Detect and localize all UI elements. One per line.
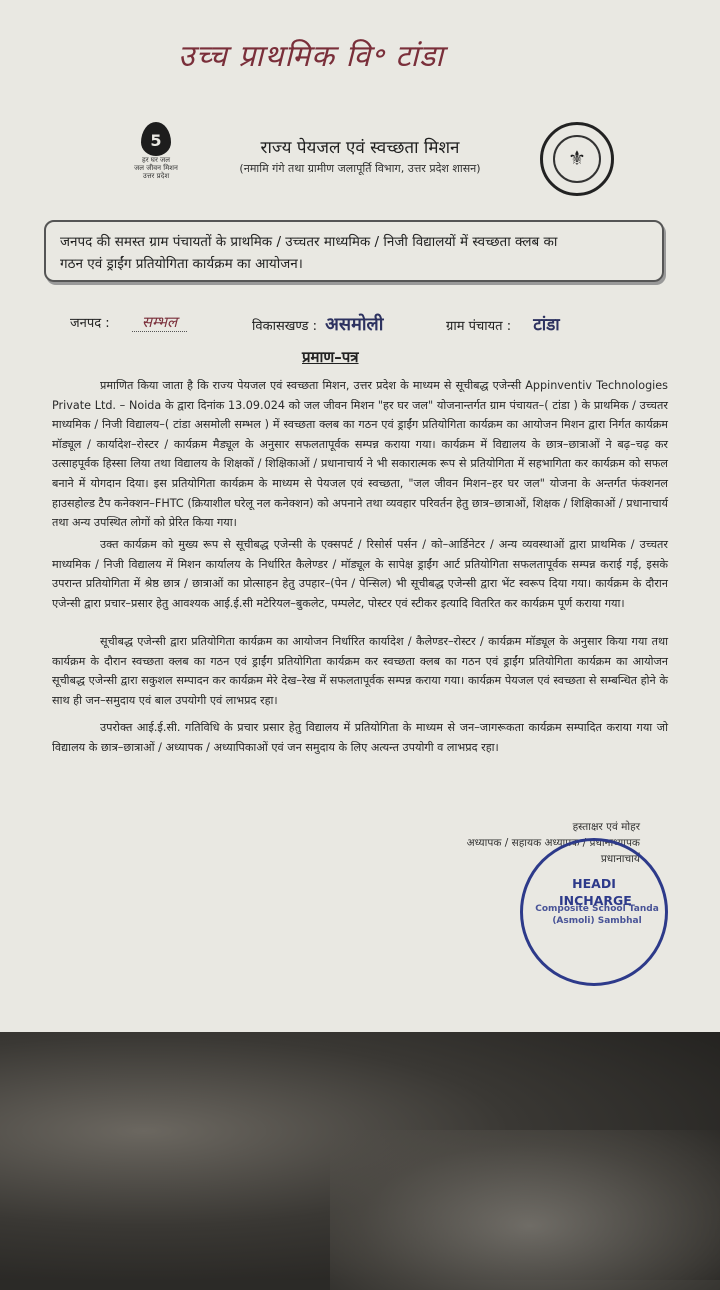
stamp-rim-text: Composite School Tanda (Asmoli) Sambhal xyxy=(535,904,659,926)
up-government-seal xyxy=(540,122,614,196)
background-cloth-highlight xyxy=(330,1130,720,1290)
water-drop-icon: 5 xyxy=(141,122,171,156)
signature-principal: प्रधानाचार्य xyxy=(600,853,640,865)
stamp-center-text: HEADI INCHARGE xyxy=(559,876,632,908)
banner-line-1: जनपद की समस्त ग्राम पंचायतों के प्राथमिक / उच्चतर माध्यमिक / निजी विद्यालयों में स्वच्छता क्लब का xyxy=(60,234,558,250)
logo-caption-2: जल जीवन मिशन xyxy=(134,164,178,172)
handwritten-school-title: उच्च प्राथमिक वि॰ टांडा xyxy=(178,39,445,74)
panchayat-value: टांडा xyxy=(533,315,560,335)
org-title: राज्य पेयजल एवं स्वच्छता मिशन xyxy=(260,138,460,158)
paragraph-3: सूचीबद्ध एजेन्सी द्वारा प्रतियोगिता कार्यक्रम का आयोजन निर्धारित कार्यादेश / कैलेण्डर–रोस्टर / कार्यक्रम मॉड्यूल के अनुसार किया गया तथा कार्यक्रम के दौरान स्वच्छता क्लब का गठन एवं ड्राईंग प्रतियोगिता कार्यक्रम कर स्वच्छता क्लब का गठन एवं ड्राईंग प्रतियोगिता कार्यक्रम का आयोजन सूचीबद्ध एजेन्सी द्वारा सकुशल सम्पादन कर कार्यक्रम मेरे देख–रेख में सफलतापूर्वक सम्पन्न कराया गया। कार्यक्रम पेयजल एवं स्वच्छता से सम्बन्धित होने के साथ ही जन–समुदाय एवं बाल उपयोगी एवं लाभप्रद रहा। xyxy=(52,635,668,707)
panchayat-field xyxy=(446,312,560,335)
subject-banner xyxy=(44,220,664,282)
paragraph-4: उपरोक्त आई.ई.सी. गतिविधि के प्रचार प्रसार हेतु विद्यालय में प्रतियोगिता के माध्यम से जन–जागरूकता कार्यक्रम सम्पादित कराया गया जो विद्यालय के छात्र–छात्राओं / अध्यापक / अध्यापिकाओं एवं जन समुदाय के लिए अत्यन्त उपयोगी व लाभप्रद रहा। xyxy=(52,721,668,754)
paragraph-1: प्रमाणित किया जाता है कि राज्य पेयजल एवं स्वच्छता मिशन, उत्तर प्रदेश के माध्यम से सूचीबद्ध एजेन्सी Appinventiv Technologies Private Ltd. – Noida के द्वारा दिनांक 13.09.024 को जल जीवन मिशन "हर घर जल" योजनान्तर्गत ग्राम पंचायत–( टांडा ) के प्राथमिक / उच्चतर माध्यमिक / निजी विद्यालय–( टांडा असमोली सम्भल ) में स्वच्छता क्लब का गठन एवं ड्राईंग प्रतियोगिता कार्यक्रम का आयोजन मिशन द्वारा निर्गत कार्यक्रम मॉड्यूल / कार्यादेश–रोस्टर / कार्यक्रम मैड्यूल के अनुसार सफलतापूर्वक सम्पन्न कराया गया। कार्यक्रम में विद्यालय के छात्र–छात्राओं ने बढ़–चढ़ कर उत्साहपूर्वक हिस्सा लिया तथा विद्यालय के शिक्षकों / शिक्षिकाओं / प्रधानाचार्य ने भी सकारात्मक रूप से प्रतियोगिता में सहभागिता कर कार्यक्रम को सफल बनाने में योगदान दिया। इस प्रतियोगिता कार्यक्रम के माध्यम से पेयजल एवं स्वच्छता, "जल जीवन मिशन–हर घर जल" योजना के अन्तर्गत फंक्शनल हाउसहोल्ड टैप कनेक्शन–FHTC (क्रियाशील घरेलू नल कनेक्शन) को अपनाने तथा व्यवहार परिवर्तन हेतु छात्र–छात्राओं, शिक्षक / शिक्षिकाओं / प्रधानाचार्य तथा अन्य उपस्थित लोगों को प्रेरित किया गया। xyxy=(52,379,668,530)
block-field xyxy=(252,312,383,336)
school-stamp xyxy=(520,838,668,986)
signature-label: हस्ताक्षर एवं मोहर xyxy=(572,821,640,833)
certificate-heading: प्रमाण–पत्र xyxy=(302,348,359,366)
signature-designation: अध्यापक / सहायक अध्यापक / प्रधानाध्यापक xyxy=(466,837,640,849)
district-label: जनपद : xyxy=(70,316,110,331)
district-value: सम्भल xyxy=(132,313,187,332)
banner-line-2: गठन एवं ड्राईंग प्रतियोगिता कार्यक्रम का आयोजन। xyxy=(60,256,303,272)
org-subtitle: (नमामि गंगे तथा ग्रामीण जलापूर्ति विभाग, उत्तर प्रदेश शासन) xyxy=(239,162,481,175)
paragraph-2: उक्त कार्यक्रम को मुख्य रूप से सूचीबद्ध एजेन्सी के एक्सपर्ट / रिसोर्स पर्सन / को–आर्डिनेटर / अन्य व्यवस्थाओं द्वारा प्राथमिक / उच्चतर माध्यमिक / निजी विद्यालय में मिशन कार्यालय के निर्धारित कैलेण्डर / मॉड्यूल के सापेक्ष ड्राईंग आर्ट प्रतियोगिता सफलतापूर्वक सम्पन्न कराई गई, इसके उपरान्त प्रतियोगिता में श्रेष्ठ छात्र / छात्राओं का प्रोत्साहन हेतु उपहार–(पेन / पेन्सिल) भी सूचीबद्ध एजेन्सी द्वारा भेंट स्वरूप दिया गया। कार्यक्रम के दौरान एजेन्सी द्वारा प्रचार–प्रसार हेतु आवश्यक आई.ई.सी मटेरियल–बुकलेट, पम्पलेट, पोस्टर एवं स्टीकर इत्यादि वितरित कर कार्यक्रम पूर्ण कराया गया। xyxy=(52,538,668,610)
block-value: असमोली xyxy=(325,314,384,335)
emblem-icon: ⚜ xyxy=(553,135,601,183)
logo-caption-1: हर घर जल xyxy=(142,156,170,164)
block-label: विकासखण्ड : xyxy=(252,319,318,334)
district-field xyxy=(70,312,187,332)
logo-caption-3: उत्तर प्रदेश xyxy=(142,172,170,180)
panchayat-label: ग्राम पंचायत : xyxy=(446,319,512,334)
